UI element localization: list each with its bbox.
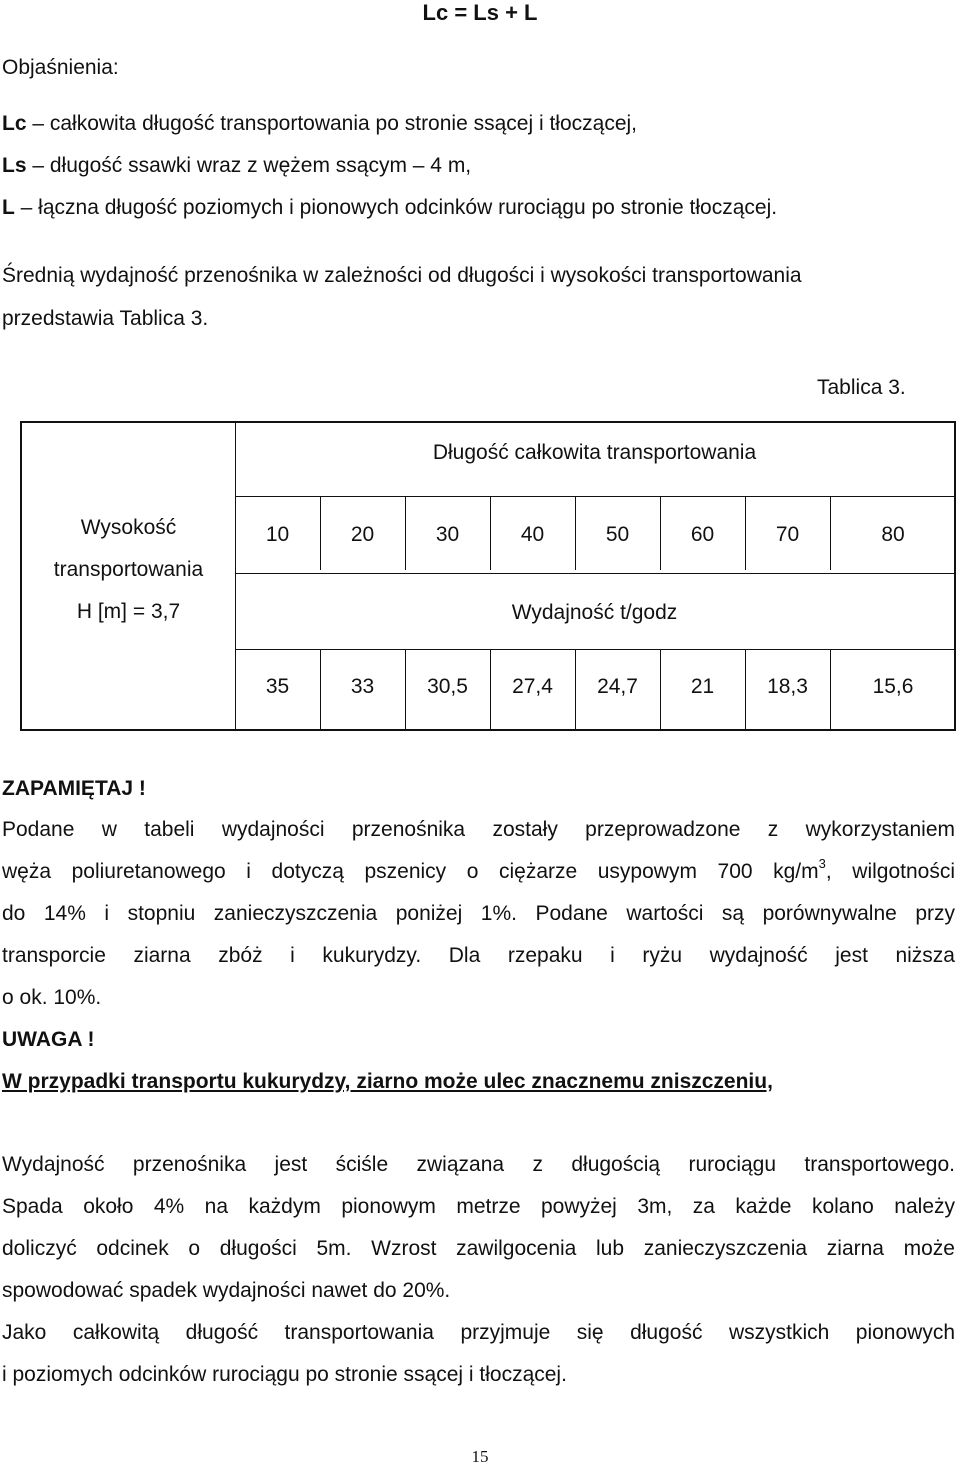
definition-text: – łączna długość poziomych i pionowych odcinków rurociągu po stronie tłoczącej. [14,196,778,219]
definition-term: Ls [2,154,27,177]
definition-text: – długość ssawki wraz z wężem ssącym – 4 m, [26,154,472,177]
remember-line: Podane w tabeli wydajności przenośnika zostały przeprowadzone z wykorzystaniem [2,818,955,841]
paragraph-line: Wydajność przenośnika jest ściśle związana z długością rurociągu transportowego. [2,1153,955,1176]
explanations-title: Objaśnienia: [2,56,119,79]
output-cell: 24,7 [597,675,638,698]
length-cell: 10 [265,523,290,546]
length-header: Długość całkowita transportowania [432,441,757,464]
remember-line-part: węża poliuretanowego i dotyczą pszenicy o ciężarze usypowym 700 kg/m [2,860,819,883]
definition-lc [2,112,637,136]
definition-term: Lc [2,112,27,135]
definition-ls [2,154,471,178]
output-cell: 35 [265,675,290,698]
superscript: 3 [818,856,826,871]
length-cell: 60 [690,523,715,546]
table-divider [235,496,954,497]
paragraph-line: spowodować spadek wydajności nawet do 20%. [2,1279,451,1302]
length-cell: 30 [435,523,460,546]
output-cell: 33 [350,675,375,698]
length-cell: 20 [350,523,375,546]
length-cell: 70 [775,523,800,546]
output-cell: 21 [690,675,715,698]
warning-text: W przypadki transportu kukurydzy, ziarno może ulec znacznemu zniszczeniu, [2,1070,773,1093]
remember-line: do 14% i stopniu zanieczyszczenia poniżej 1%. Podane wartości są porównywalne przy [2,902,955,925]
paragraph-line: Spada około 4% na każdym pionowym metrze powyżej 3m, za każde kolano należy [2,1195,955,1218]
output-cell: 18,3 [767,675,808,698]
intro-line: przedstawia Tablica 3. [2,307,209,330]
table-divider [235,573,954,574]
warning-title: UWAGA ! [2,1028,95,1051]
length-cell: 80 [881,523,905,546]
table-divider [235,649,954,650]
output-cell: 30,5 [427,675,468,698]
output-cell: 15,6 [872,675,914,698]
height-header-line: transportowania [53,558,204,581]
remember-line-part: , wilgotności [825,860,955,883]
paragraph-line: i poziomych odcinków rurociągu po stronie ssącej i tłoczącej. [2,1363,567,1386]
output-label: Wydajność t/godz [511,601,678,624]
definition-text: – całkowita długość transportowania po stronie ssącej i tłoczącej, [26,112,637,135]
definition-l [2,196,777,220]
paragraph-line: Jako całkowitą długość transportowania przyjmuje się długość wszystkich pionowych [2,1321,955,1344]
remember-line: o ok. 10%. [2,986,102,1009]
length-cell: 40 [520,523,545,546]
length-cell: 50 [605,523,630,546]
intro-line: Średnią wydajność przenośnika w zależności od długości i wysokości transportowania [2,264,802,287]
height-header-line: H [m] = 3,7 [76,600,181,623]
output-cell: 27,4 [512,675,553,698]
remember-line: transporcie ziarna zbóż i kukurydzy. Dla rzepaku i ryżu wydajność jest niższa [2,944,955,967]
height-header-line: Wysokość [80,516,177,539]
definition-term: L [2,196,15,219]
formula: Lc = Ls + L [422,0,538,25]
capacity-table [20,421,956,731]
remember-title: ZAPAMIĘTAJ ! [2,777,146,800]
remember-line [2,856,955,884]
table-caption: Tablica 3. [817,376,906,399]
page-number: 15 [471,1447,489,1466]
paragraph-line: doliczyć odcinek o długości 5m. Wzrost zawilgocenia lub zanieczyszczenia ziarna może [2,1237,955,1260]
